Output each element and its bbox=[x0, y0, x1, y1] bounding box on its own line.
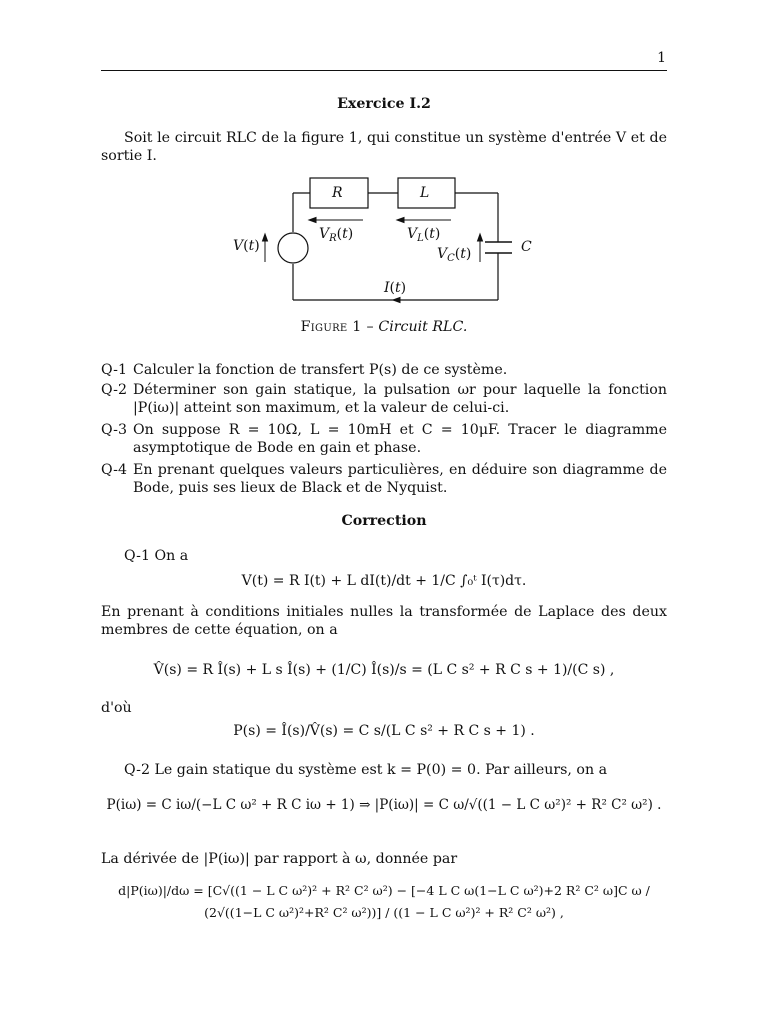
question-label: Q-1 bbox=[101, 362, 127, 378]
voltage-source bbox=[278, 233, 308, 263]
label-c: C bbox=[521, 239, 532, 255]
question-label: Q-4 bbox=[101, 462, 127, 478]
text-dou: d'où bbox=[101, 700, 132, 716]
label-l: L bbox=[420, 185, 430, 201]
question-text: Calculer la fonction de transfert P(s) de ce système. bbox=[133, 362, 508, 378]
label-vl: $V_L(t)$ bbox=[407, 226, 441, 244]
equation-5: d|P(iω)|/dω = [C√((1 − L C ω²)² + R² C² ω²) − [−4 L C ω(1−L C ω²)+2 R² C² ω]C ω / (2√((1−L C ω²)²+R² C² ω²))] / ((1 − L C ω²)² + R² C² ω²) , bbox=[118, 883, 650, 920]
question-text: Déterminer son gain statique, la pulsation ωr pour laquelle la fonction |P(iω)| atteint son maximum, et la valeur de celui-ci. bbox=[133, 382, 667, 416]
caption-text: Circuit RLC. bbox=[378, 319, 468, 335]
paragraph-derivative: La dérivée de |P(iω)| par rapport à ω, donnée par bbox=[101, 851, 458, 867]
question-2 bbox=[101, 381, 667, 417]
question-text: En prenant quelques valeurs particulières, en déduire son diagramme de Bode, puis ses lieux de Black et de Nyquist. bbox=[133, 462, 667, 496]
header-rule bbox=[101, 70, 667, 71]
figure-caption bbox=[101, 319, 667, 335]
correction-q1-intro: Q-1 On a bbox=[124, 548, 189, 564]
correction-title: Correction bbox=[341, 513, 427, 529]
label-vc: $V_C(t)$ bbox=[437, 246, 472, 264]
question-label: Q-3 bbox=[101, 422, 127, 438]
paragraph-laplace: En prenant à conditions initiales nulles la transformée de Laplace des deux membres de cette équation, on a bbox=[101, 604, 667, 638]
label-v: V(t) bbox=[233, 238, 260, 254]
exercise-intro: Soit le circuit RLC de la figure 1, qui constitue un système d'entrée V et de sortie I. bbox=[101, 130, 667, 164]
question-3 bbox=[101, 421, 667, 457]
page-number: 1 bbox=[657, 50, 666, 66]
equation-1: V(t) = R I(t) + L dI(t)/dt + 1/C ∫₀ᵗ I(τ)dτ. bbox=[241, 573, 527, 589]
question-1 bbox=[101, 361, 667, 379]
question-label: Q-2 bbox=[101, 382, 127, 398]
caption-prefix: Figure 1 – bbox=[300, 319, 374, 335]
equation-2: V̂(s) = R Î(s) + L s Î(s) + (1/C) Î(s)/s = (L C s² + R C s + 1)/(C s) , bbox=[153, 662, 615, 678]
correction-q2-text: Q-2 Le gain statique du système est k = P(0) = 0. Par ailleurs, on a bbox=[124, 762, 608, 778]
question-text: On suppose R = 10Ω, L = 10mH et C = 10μF. Tracer le diagramme asymptotique de Bode en gain et phase. bbox=[133, 422, 667, 456]
equation-4: P(iω) = C iω/(−L C ω² + R C iω + 1) ⇒ |P(iω)| = C ω/√((1 − L C ω²)² + R² C² ω²) . bbox=[106, 797, 662, 813]
exercise-title: Exercice I.2 bbox=[337, 96, 431, 112]
rlc-circuit-diagram bbox=[225, 170, 555, 305]
label-i: I(t) bbox=[384, 280, 407, 296]
label-r: R bbox=[332, 185, 343, 201]
equation-3: P(s) = Î(s)/V̂(s) = C s/(L C s² + R C s + 1) . bbox=[233, 723, 535, 739]
label-vr: $V_R(t)$ bbox=[319, 226, 354, 244]
question-4 bbox=[101, 461, 667, 497]
